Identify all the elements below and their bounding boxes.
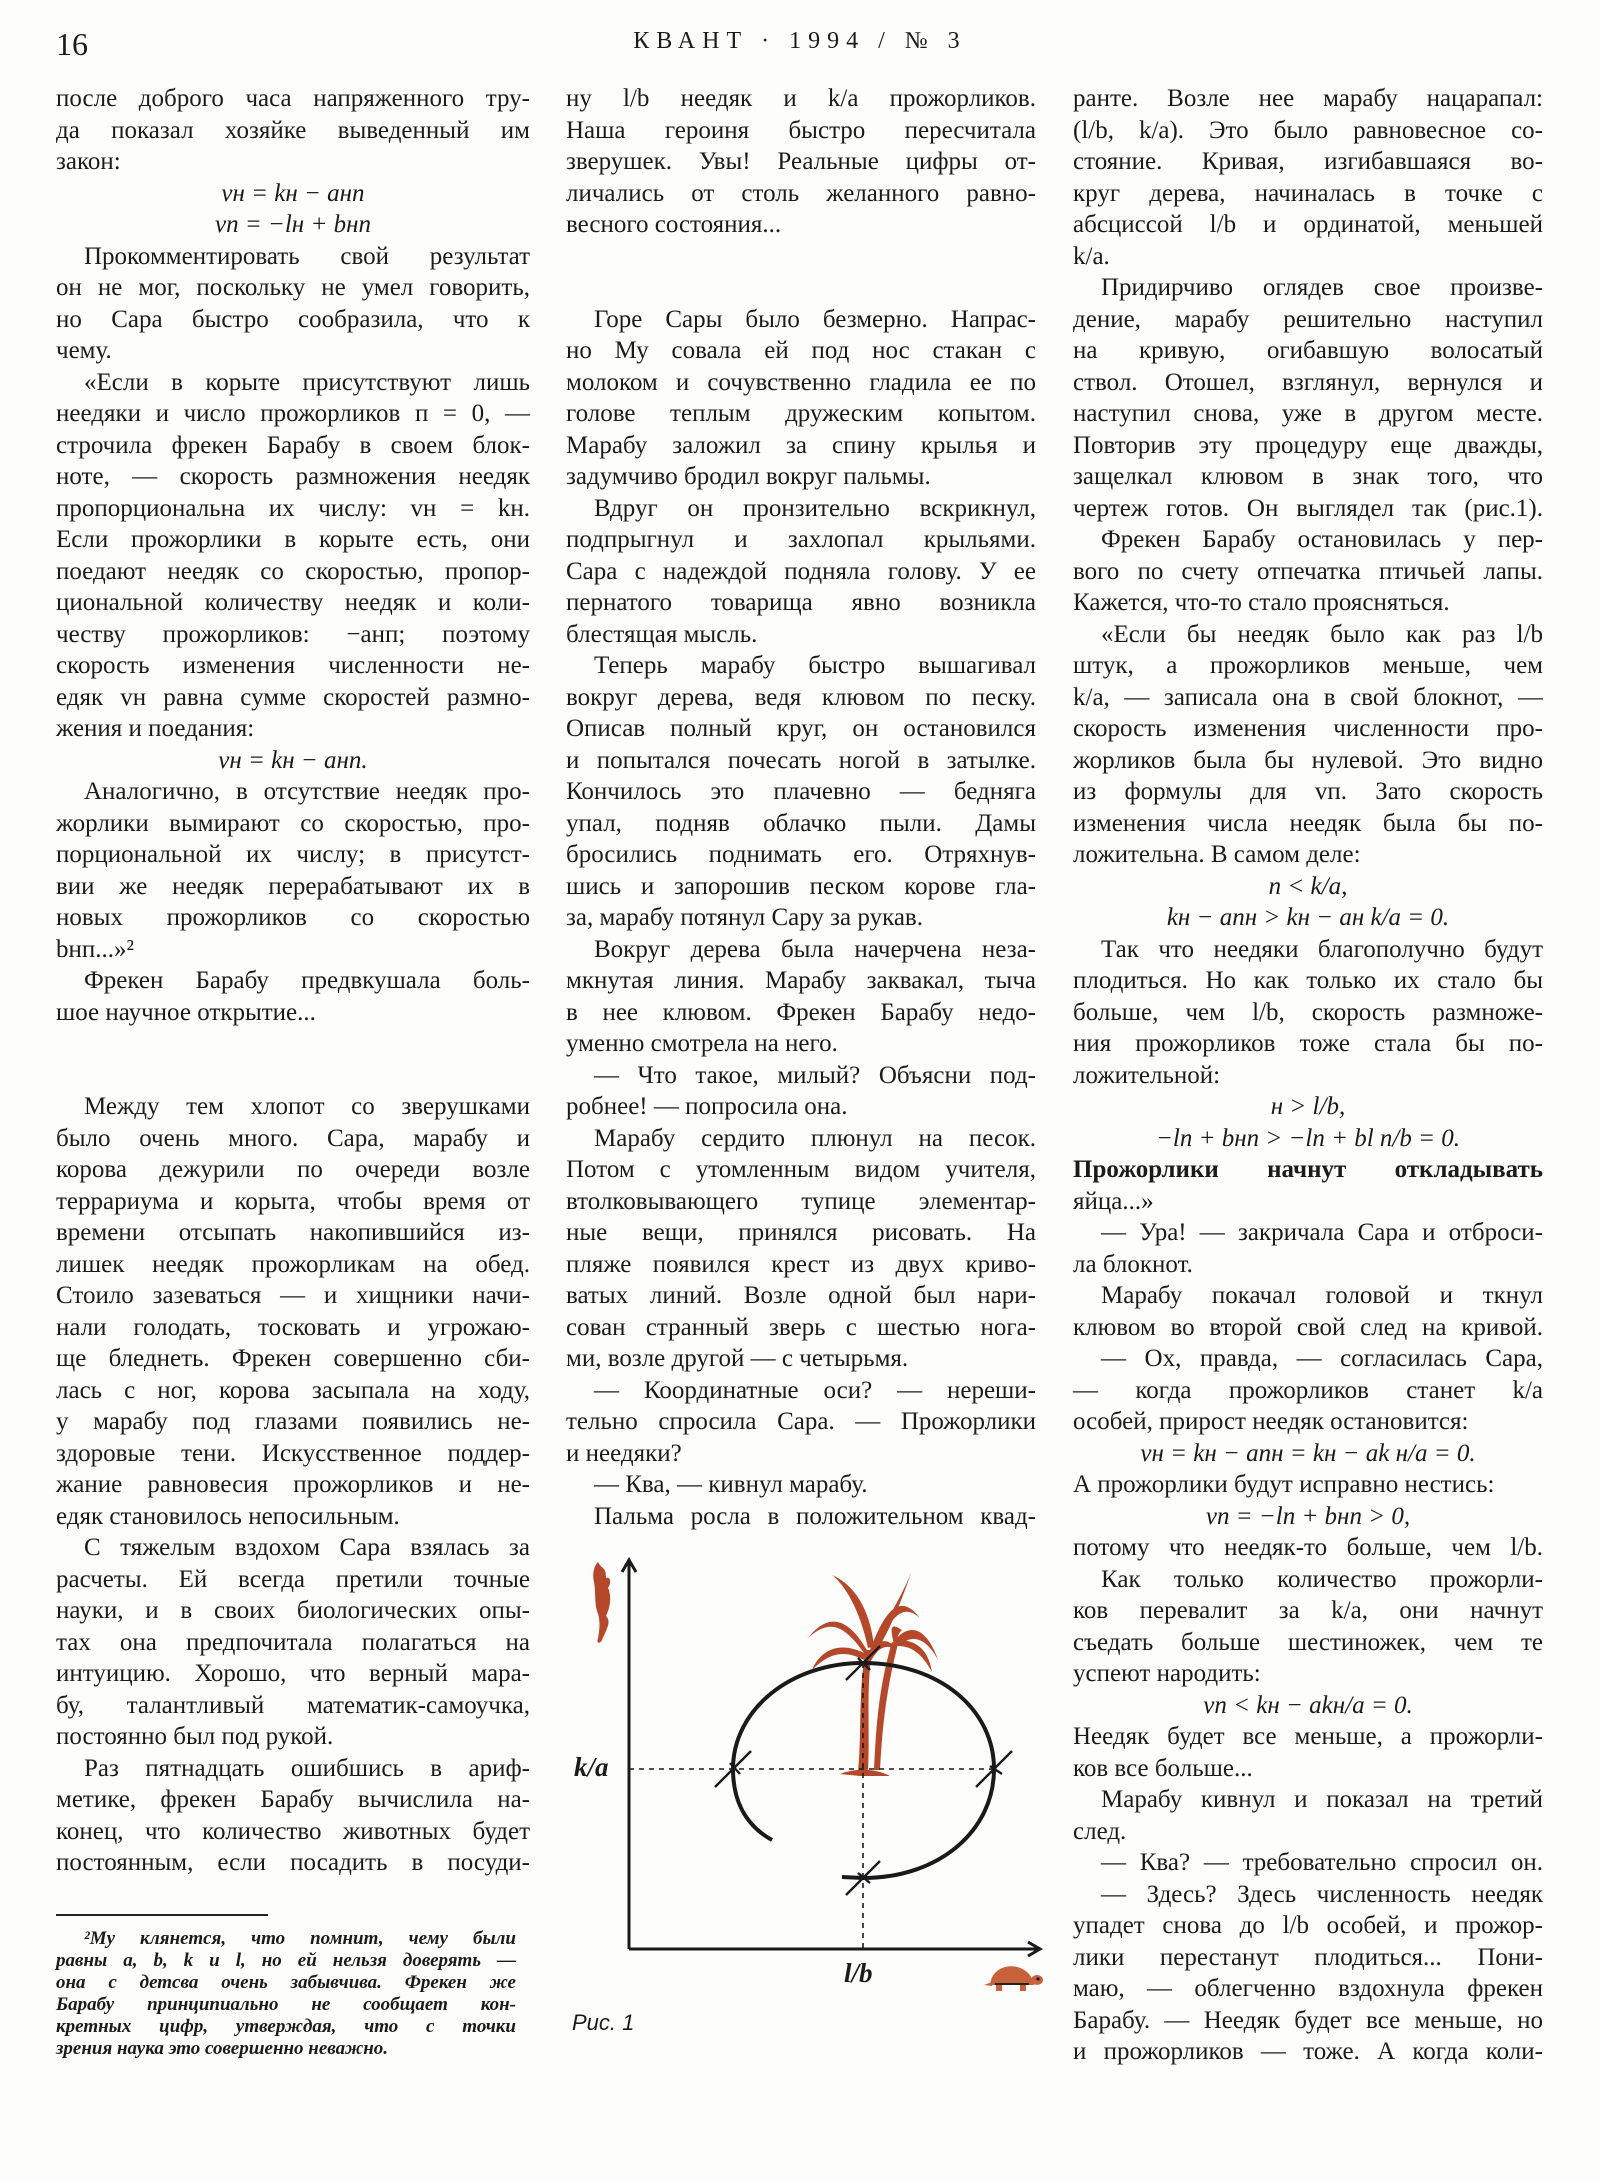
- text-line: ватых линий. Возле одной был нари-: [566, 1282, 1036, 1309]
- page-number: 16: [56, 26, 88, 62]
- text-line: Фрекен Барабу остановилась у пер-: [1101, 526, 1543, 553]
- text-line: Как только количество прожорли-: [1101, 1565, 1543, 1593]
- text-line: жения и поедания:: [56, 715, 255, 742]
- section-break: [56, 1028, 530, 1091]
- footnote: [56, 1928, 516, 2060]
- text-line: Пальма росла в положительном квад-: [594, 1502, 1036, 1530]
- text-line: ствол. Отошел, взглянул, вернулся и: [1073, 368, 1543, 396]
- text-line: Горе Сары было безмерно. Напрас-: [594, 305, 1036, 333]
- text-line: честву прожорликов: −aнп; поэтому: [56, 620, 530, 648]
- text-line: Марабу покачал головой и ткнул: [1101, 1282, 1543, 1309]
- formula-line: vн = kн − aпн = kн − ak н/a = 0.: [1140, 1439, 1476, 1467]
- text-line: k/a.: [1073, 242, 1110, 270]
- text-line: после доброго часа напряженного тру-: [56, 85, 530, 112]
- text-line: бросились поднимать его. Отряхнув-: [566, 841, 1036, 868]
- text-line: у марабу под глазами появились не-: [56, 1408, 530, 1435]
- formula-line: vн = kн − aнп.: [218, 746, 368, 774]
- text-column-middle: [566, 83, 1036, 1532]
- text-line: постоянным, если посадить в посуди-: [56, 1849, 530, 1876]
- formula-line: vп < kн − akн/a = 0.: [1203, 1691, 1413, 1719]
- text-line: циональной количеству неедяк и коли-: [56, 589, 530, 616]
- text-line: ноте, — скорость размножения неедяк: [56, 463, 530, 490]
- text-line: шись и запорошив песком корове гла-: [566, 872, 1036, 900]
- text-line: круг дерева, начиналась в точке с: [1073, 179, 1543, 207]
- text-line: — Что такое, милый? Объясни под-: [594, 1061, 1036, 1089]
- text-line: клювом во второй свой след на кривой.: [1073, 1313, 1543, 1341]
- text-line: ния прожорликов тоже стала бы по-: [1073, 1030, 1543, 1057]
- text-line: ные вещи, принялся рисовать. На: [566, 1219, 1036, 1246]
- y-axis-label: k/a: [574, 1752, 609, 1782]
- footnote-line: Барабу принципиально не сообщает кон-: [56, 1994, 516, 2015]
- text-line: bнп...»²: [56, 935, 135, 963]
- text-line: ранте. Возле нее марабу нацарапал:: [1073, 85, 1543, 112]
- text-line: лишек неедяк прожорликам на обед.: [56, 1250, 530, 1278]
- formula-line: н > l/b,: [1270, 1093, 1346, 1120]
- text-line: жорлики вымирают со скоростью, про-: [56, 809, 530, 837]
- text-line: науки, и в своих биологических опы-: [56, 1597, 530, 1624]
- text-line: скорость изменения численности про-: [1073, 715, 1543, 742]
- text-line: пропорциональна их числу: vн = kн.: [56, 494, 530, 522]
- text-line: защелкал клювом в знак того, что: [1073, 463, 1543, 490]
- text-line: Наша героиня быстро пересчитала: [566, 116, 1036, 144]
- text-line: подпрыгнул и захлопал крыльями.: [566, 526, 1036, 553]
- text-line: скорость изменения численности не-: [56, 652, 530, 679]
- text-line: и прожорликов — тоже. А когда коли-: [1073, 2038, 1543, 2065]
- text-line: «Если бы неедяк было как раз l/b: [1101, 620, 1543, 648]
- text-line: ложительна. В самом деле:: [1073, 841, 1361, 868]
- text-line: Прокомментировать свой результат: [84, 242, 530, 270]
- text-line: тельно спросила Сара. — Прожорлики: [566, 1408, 1036, 1435]
- text-line: едяк vн равна сумме скоростей размно-: [56, 683, 530, 711]
- y-axis: [622, 1560, 636, 1949]
- text-line: лики перестанут плодиться... Пони-: [1073, 1943, 1543, 1971]
- text-line: на кривую, огибавшую волосатый: [1073, 337, 1543, 364]
- text-line: бу, талантливый математик-самоучка,: [56, 1691, 530, 1719]
- text-line: Барабу. — Неедяк будет все меньше, но: [1073, 2006, 1543, 2034]
- text-line: С тяжелым вздохом Сара взялась за: [84, 1534, 530, 1561]
- text-line: — Координатные оси? — нереши-: [594, 1376, 1036, 1404]
- formula-line: vп = −lн + bнп: [215, 211, 371, 238]
- text-line: чему.: [56, 337, 112, 364]
- figure-caption: Рис. 1: [572, 2010, 635, 2035]
- text-line: особей, прирост неедяк остановится:: [1073, 1408, 1469, 1435]
- text-line: упал, подняв облачко пыли. Дамы: [566, 809, 1036, 837]
- text-line: ков все больше...: [1073, 1754, 1253, 1782]
- text-line: было очень много. Сара, марабу и: [56, 1124, 530, 1152]
- text-line: корова дежурили по очереди возле: [56, 1156, 530, 1183]
- text-line: робнее! — попросила она.: [566, 1093, 848, 1120]
- text-line: штук, а прожорликов меньше, чем: [1073, 652, 1543, 679]
- text-line: уменно смотрела на него.: [566, 1030, 838, 1057]
- text-line: мкнутая линия. Марабу заквакал, тыча: [566, 967, 1036, 994]
- text-line: «Если в корыте присутствуют лишь: [84, 368, 530, 396]
- text-line: зверушек. Увы! Реальные цифры от-: [566, 148, 1036, 175]
- text-line: интуицию. Хорошо, что верный мара-: [56, 1660, 530, 1687]
- footnote-line: равны a, b, k и l, но ей нельзя доверять —: [56, 1950, 516, 1971]
- text-line: Марабу сердито плюнул на песок.: [594, 1124, 1036, 1152]
- text-line: Придирчиво оглядев свое произве-: [1101, 274, 1543, 301]
- text-line: след.: [1073, 1817, 1127, 1845]
- text-line: k/a, — записала она в свой блокнот, —: [1073, 683, 1543, 711]
- text-line: Аналогично, в отсутствие неедяк про-: [84, 778, 530, 805]
- text-line: вого по счету отпечатка птичьей лапы.: [1073, 557, 1543, 585]
- x-axis-label: l/b: [844, 1958, 873, 1988]
- text-line: ложительной:: [1073, 1061, 1221, 1089]
- text-line: задумчиво бродил вокруг пальмы.: [566, 463, 931, 490]
- text-line: ну l/b неедяк и k/a прожорликов.: [566, 85, 1036, 112]
- footnote-line: она с детсва очень забывчива. Фрекен же: [56, 1972, 516, 1993]
- text-line: успеют народить:: [1073, 1660, 1261, 1687]
- text-line: за, марабу потянул Сару за рукав.: [566, 904, 923, 931]
- text-line: наступил снова, уже в другом месте.: [1073, 400, 1543, 427]
- text-line: но Му совала ей под нос стакан с: [566, 337, 1036, 364]
- formula-line: vн = kн − aнп: [221, 179, 365, 207]
- text-line: личались от столь желанного равно-: [566, 179, 1036, 207]
- text-line: Теперь марабу быстро вышагивал: [594, 652, 1036, 679]
- text-line: сован странный зверь с шестью нога-: [566, 1313, 1036, 1341]
- section-break: [566, 241, 1036, 304]
- text-line: лась с ног, корова засыпала на ходу,: [56, 1376, 530, 1404]
- text-line: вокруг дерева, ведя клювом по песку.: [566, 683, 1036, 711]
- text-line: постоянно был под рукой.: [56, 1723, 334, 1750]
- phase-diagram-svg: [540, 1530, 1060, 2080]
- text-line: неедяки и число прожорликов п = 0, —: [56, 400, 530, 427]
- running-head: КВАНТ · 1994 / № 3: [633, 28, 967, 54]
- text-line: молоком и сочувственно гладила ее по: [566, 368, 1036, 396]
- text-line: в нее клювом. Фрекен Барабу недо-: [566, 998, 1036, 1026]
- footnote-line: зрения наука это совершенно неважно.: [56, 2038, 389, 2059]
- text-line: Между тем хлопот со зверушками: [84, 1093, 530, 1120]
- text-line: метике, фрекен Барабу вычислила на-: [56, 1786, 530, 1813]
- text-line: блестящая мысль.: [566, 620, 758, 648]
- text-line: стояние. Кривая, изгибавшаяся во-: [1073, 148, 1543, 175]
- text-line: конец, что количество животных будет: [56, 1817, 530, 1845]
- text-line: пернатого товарища явно возникла: [566, 589, 1036, 616]
- text-line: абсциссой l/b и ординатой, меньшей: [1073, 211, 1543, 238]
- text-line: жорликов была бы нулевой. Это видно: [1073, 746, 1543, 774]
- text-line: из формулы для vп. Зато скорость: [1073, 778, 1543, 805]
- text-line: строчила фрекен Барабу в своем блок-: [56, 431, 530, 459]
- text-line: изменения числа неедяк была бы по-: [1073, 809, 1543, 837]
- text-line: нали голодать, тосковать и угрожаю-: [56, 1313, 530, 1341]
- text-column-left: [56, 83, 530, 1879]
- text-line: голове теплым дружеским копытом.: [566, 400, 1036, 427]
- text-line: — Ох, правда, — согласилась Сара,: [1101, 1345, 1543, 1372]
- text-line: Прожорлики начнут откладывать: [1073, 1156, 1543, 1183]
- text-line: съедать больше шестиножек, чем те: [1073, 1628, 1543, 1656]
- text-line: да показал хозяйке выведенный им: [56, 116, 530, 144]
- text-line: весного состояния...: [566, 211, 782, 238]
- text-line: Описав полный круг, он остановился: [566, 715, 1036, 742]
- text-line: но Сара быстро сообразила, что к: [56, 305, 530, 333]
- text-line: новых прожорликов со скоростью: [56, 904, 530, 931]
- text-line: Марабу заложил за спину крылья и: [566, 431, 1036, 459]
- text-line: А прожорлики будут исправно нестись:: [1073, 1471, 1495, 1498]
- text-line: едяк становилось непосильным.: [56, 1502, 400, 1530]
- text-line: потому что неедяк-то больше, чем l/b.: [1073, 1534, 1543, 1561]
- text-line: упадет снова до l/b особей, и прожор-: [1073, 1912, 1543, 1939]
- text-line: (l/b, k/a). Это было равновесное со-: [1073, 116, 1543, 144]
- text-line: — Ква, — кивнул марабу.: [594, 1471, 868, 1498]
- formula-line: kн − aпн > kн − aн k/a = 0.: [1166, 904, 1450, 931]
- text-line: больше, чем l/b, скорость размноже-: [1073, 998, 1543, 1026]
- text-line: Повторив эту процедуру еще дважды,: [1073, 431, 1543, 459]
- text-line: Потом с утомленным видом учителя,: [566, 1156, 1036, 1183]
- text-line: Так что неедяки благополучно будут: [1101, 935, 1543, 963]
- text-line: времени отсыпать накопившийся из-: [56, 1219, 530, 1246]
- figure-phase-diagram: [540, 1530, 1060, 2080]
- text-line: ков перевалит за k/a, они начнут: [1073, 1597, 1543, 1624]
- text-line: жание равновесия прожорликов и не-: [56, 1471, 530, 1498]
- text-line: шое научное открытие...: [56, 998, 316, 1026]
- footnote-line: кретных цифр, утверждая, что с точки: [56, 2016, 516, 2037]
- text-line: втолковывающего тупице элементар-: [566, 1187, 1036, 1215]
- formula-line: п < k/a,: [1268, 872, 1348, 900]
- text-line: расчеты. Ей всегда претили точные: [56, 1565, 530, 1593]
- text-line: чертеж готов. Он выглядел так (рис.1).: [1073, 494, 1543, 522]
- text-line: порциональной их числу; в присутст-: [56, 841, 530, 868]
- text-line: ла блокнот.: [1073, 1250, 1193, 1278]
- footnote-line: ²Му клянется, что помнит, чему были: [84, 1928, 516, 1949]
- text-line: Раз пятнадцать ошибшись в ариф-: [84, 1754, 530, 1782]
- text-line: пляже появился крест из двух криво-: [566, 1250, 1036, 1278]
- text-column-right: [1073, 83, 1543, 2068]
- text-line: Кончилось это плачевно — бедняга: [566, 778, 1036, 805]
- text-line: и неедяки?: [566, 1439, 682, 1467]
- formula-line: vп = −lп + bнп > 0,: [1205, 1502, 1411, 1530]
- text-line: ми, возле другой — с четырьмя.: [566, 1345, 909, 1372]
- text-line: маю, — облегченно вздохнула фрекен: [1073, 1975, 1543, 2002]
- text-line: Вокруг дерева была начерчена неза-: [594, 935, 1036, 963]
- text-line: плодиться. Но как только их стало бы: [1073, 967, 1543, 994]
- text-line: Неедяк будет все меньше, а прожорли-: [1073, 1723, 1543, 1750]
- x-axis: [629, 1942, 1040, 1956]
- text-line: дение, марабу решительно наступил: [1073, 305, 1543, 333]
- text-line: Стоило зазеваться — и хищники начи-: [56, 1282, 530, 1309]
- text-line: Фрекен Барабу предвкушала боль-: [84, 967, 530, 994]
- text-line: — когда прожорликов станет k/a: [1073, 1376, 1543, 1404]
- text-line: Если прожорлики в корыте есть, они: [56, 526, 530, 553]
- formula-line: −lп + bнп > −lп + bl п/b = 0.: [1156, 1124, 1460, 1152]
- text-line: закон:: [56, 148, 121, 175]
- text-line: он не мог, поскольку не умел говорить,: [56, 274, 530, 301]
- text-line: — Ква? — требовательно спросил он.: [1101, 1849, 1543, 1876]
- text-line: Марабу кивнул и показал на третий: [1101, 1786, 1543, 1813]
- text-line: вии же неедяк перерабатывают их в: [56, 872, 530, 900]
- text-line: террариума и корыта, чтобы время от: [56, 1187, 530, 1215]
- turtle-icon: [984, 1966, 1043, 1991]
- text-line: — Ура! — закричала Сара и отброси-: [1101, 1219, 1543, 1246]
- text-line: и попытался почесать ногой в затылке.: [566, 746, 1036, 774]
- text-line: Кажется, что-то стало проясняться.: [1073, 589, 1450, 616]
- text-line: ще бледнеть. Фрекен совершенно сби-: [56, 1345, 530, 1372]
- text-line: тах она предпочитала полагаться на: [56, 1628, 530, 1656]
- text-line: яйца...»: [1073, 1187, 1154, 1215]
- footnote-divider: [56, 1914, 268, 1916]
- text-line: здоровые тени. Искусственное поддер-: [56, 1439, 530, 1467]
- text-line: — Здесь? Здесь численность неедяк: [1101, 1880, 1543, 1908]
- text-line: Сара с надеждой подняла голову. У ее: [566, 557, 1036, 585]
- text-line: поедают неедяк со скоростью, пропор-: [56, 557, 530, 585]
- text-line: Вдруг он пронзительно вскрикнул,: [594, 494, 1036, 522]
- lizard-icon: [593, 1562, 610, 1643]
